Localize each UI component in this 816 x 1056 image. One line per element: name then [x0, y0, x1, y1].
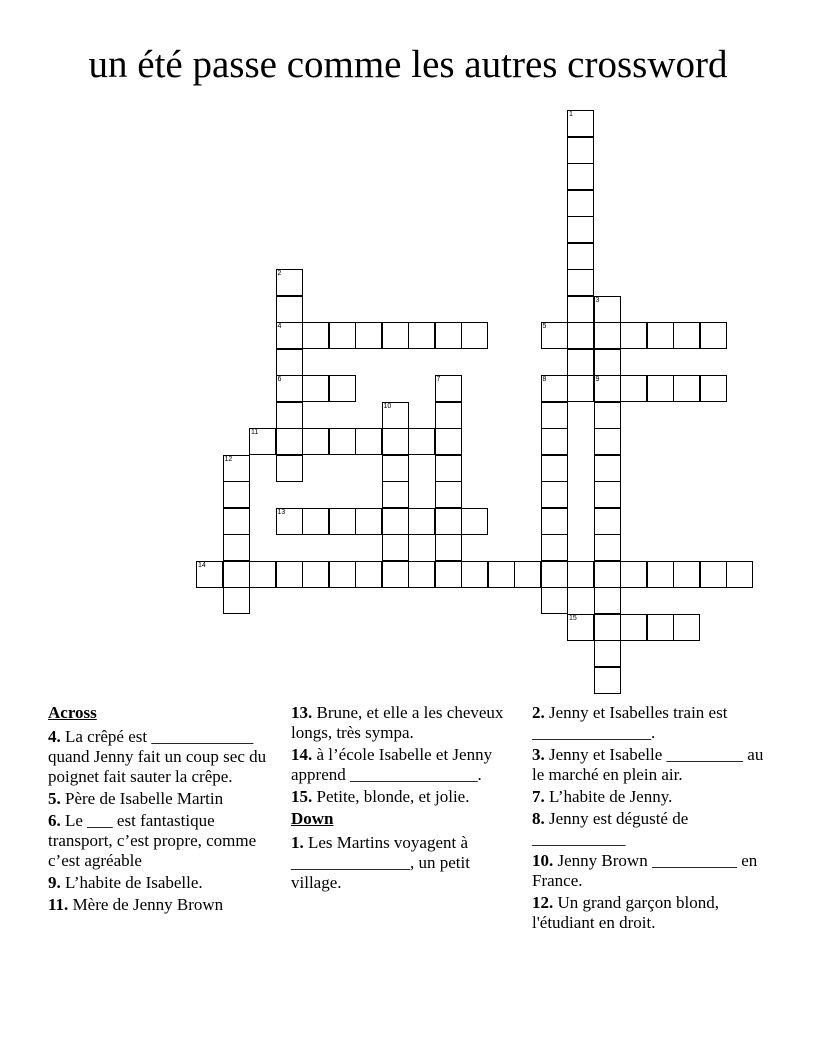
clue-text: Un grand garçon blond, l'étudiant en droit.: [532, 893, 719, 932]
clue-text: Mère de Jenny Brown: [68, 895, 224, 914]
clue-text: Père de Isabelle Martin: [60, 789, 224, 808]
grid-cell[interactable]: [594, 561, 621, 588]
grid-cell[interactable]: [382, 561, 409, 588]
grid-cell[interactable]: [594, 455, 621, 482]
grid-cell[interactable]: [514, 561, 541, 588]
clue-number: 14.: [291, 745, 313, 764]
grid-cell[interactable]: [620, 614, 647, 641]
grid-cell[interactable]: [329, 428, 356, 455]
grid-cell[interactable]: [620, 561, 647, 588]
clue-item: [291, 787, 523, 807]
clue-number: 11: [251, 429, 259, 436]
grid-cell[interactable]: [435, 428, 462, 455]
clue-item: [48, 811, 280, 871]
clue-item: [48, 895, 280, 915]
clue-number: 7.: [532, 787, 545, 806]
grid-cell[interactable]: [594, 375, 621, 402]
clue-number: 12: [224, 455, 233, 463]
clue-item: [532, 851, 764, 891]
grid-cell[interactable]: [541, 375, 568, 402]
grid-cell[interactable]: [673, 322, 700, 349]
grid-cell[interactable]: [700, 561, 727, 588]
clue-item: [48, 873, 280, 893]
clue-number: 4: [277, 323, 282, 330]
grid-cell[interactable]: [223, 587, 250, 614]
grid-cell[interactable]: [435, 375, 462, 402]
grid-cell[interactable]: [594, 322, 621, 349]
clue-item: [532, 893, 764, 933]
grid-cell[interactable]: [276, 349, 303, 376]
grid-cell[interactable]: [435, 561, 462, 588]
grid-cell[interactable]: [567, 296, 594, 323]
clue-item: [532, 787, 764, 807]
clue-item: [291, 703, 523, 743]
grid-cell[interactable]: [700, 375, 727, 402]
clue-number: 15: [569, 614, 577, 622]
grid-cell[interactable]: [435, 508, 462, 535]
grid-cell[interactable]: [408, 561, 435, 588]
grid-cell[interactable]: [276, 402, 303, 429]
grid-cell[interactable]: [700, 322, 727, 349]
grid-cell[interactable]: [223, 481, 250, 508]
grid-cell[interactable]: [541, 322, 568, 349]
clue-item: [291, 745, 523, 785]
grid-cell[interactable]: [673, 614, 700, 641]
clue-item: [532, 703, 764, 743]
grid-cell[interactable]: [620, 322, 647, 349]
clue-text: Jenny Brown __________ en France.: [532, 851, 758, 890]
grid-cell[interactable]: [276, 561, 303, 588]
clue-item: [48, 727, 280, 787]
clue-number: 13.: [291, 703, 313, 722]
clue-text: Brune, et elle a les cheveux longs, très sympa.: [291, 703, 504, 742]
grid-cell[interactable]: [355, 508, 382, 535]
grid-cell[interactable]: [488, 561, 515, 588]
grid-cell[interactable]: [276, 269, 303, 296]
grid-cell[interactable]: [408, 428, 435, 455]
grid-cell[interactable]: [647, 322, 674, 349]
grid-cell[interactable]: [382, 534, 409, 561]
down-heading: Down: [291, 809, 334, 828]
grid-cell[interactable]: [594, 534, 621, 561]
grid-cell[interactable]: [726, 561, 753, 588]
clue-text: Les Martins voyagent à ______________, un petit village.: [291, 833, 470, 892]
clue-column-1: [48, 703, 280, 917]
grid-cell[interactable]: [567, 163, 594, 190]
grid-cell[interactable]: [382, 455, 409, 482]
clue-number: 2: [277, 270, 282, 277]
clue-item: [48, 789, 280, 809]
grid-cell[interactable]: [329, 322, 356, 349]
clue-number: 1: [569, 111, 573, 118]
grid-cell[interactable]: [382, 322, 409, 349]
grid-cell[interactable]: [594, 481, 621, 508]
clue-text: La crêpé est ____________ quand Jenny fait un coup sec du poignet fait sauter la crêpe.: [48, 727, 267, 786]
grid-cell[interactable]: [382, 402, 409, 429]
clue-number: 4.: [48, 727, 61, 746]
grid-cell[interactable]: [382, 481, 409, 508]
grid-cell[interactable]: [594, 508, 621, 535]
grid-cell[interactable]: [276, 296, 303, 323]
grid-cell[interactable]: [302, 508, 329, 535]
grid-cell[interactable]: [435, 402, 462, 429]
grid-cell[interactable]: [541, 402, 568, 429]
grid-cell[interactable]: [329, 375, 356, 402]
grid-cell[interactable]: [594, 587, 621, 614]
grid-cell[interactable]: [329, 561, 356, 588]
grid-cell[interactable]: [541, 508, 568, 535]
grid-cell[interactable]: [276, 375, 303, 402]
grid-cell[interactable]: [567, 110, 594, 137]
grid-cell[interactable]: [223, 534, 250, 561]
grid-cell[interactable]: [276, 322, 303, 349]
grid-cell[interactable]: [594, 296, 621, 323]
clue-number: 5.: [48, 789, 61, 808]
clue-number: 7: [436, 376, 441, 383]
grid-cell[interactable]: [223, 561, 250, 588]
grid-cell[interactable]: [302, 428, 329, 455]
clue-column-3: [532, 703, 764, 935]
grid-cell[interactable]: [647, 375, 674, 402]
grid-cell[interactable]: [461, 508, 488, 535]
grid-cell[interactable]: [408, 322, 435, 349]
grid-cell[interactable]: [329, 508, 356, 535]
clue-text: L’habite de Jenny.: [544, 787, 673, 806]
grid-cell[interactable]: [567, 349, 594, 376]
grid-cell[interactable]: [408, 508, 435, 535]
grid-cell[interactable]: [541, 455, 568, 482]
grid-cell[interactable]: [647, 614, 674, 641]
clue-item: [291, 833, 523, 893]
grid-cell[interactable]: [673, 561, 700, 588]
clue-number: 1.: [291, 833, 304, 852]
grid-cell[interactable]: [567, 216, 594, 243]
grid-cell[interactable]: [355, 428, 382, 455]
clue-number: 3.: [532, 745, 545, 764]
clue-text: L’habite de Isabelle.: [60, 873, 203, 892]
grid-cell[interactable]: [435, 534, 462, 561]
grid-cell[interactable]: [461, 561, 488, 588]
clue-text: à l’école Isabelle et Jenny apprend _______________.: [291, 745, 493, 784]
clue-number: 6: [277, 376, 282, 383]
grid-cell[interactable]: [223, 455, 250, 482]
clue-number: 12.: [532, 893, 554, 912]
grid-cell[interactable]: [461, 322, 488, 349]
clue-number: 14: [198, 561, 206, 569]
grid-cell[interactable]: [541, 561, 568, 588]
grid-cell[interactable]: [594, 614, 621, 641]
grid-cell[interactable]: [541, 534, 568, 561]
grid-cell[interactable]: [541, 428, 568, 455]
grid-cell[interactable]: [276, 508, 303, 535]
grid-cell[interactable]: [302, 561, 329, 588]
grid-cell[interactable]: [594, 640, 621, 667]
grid-cell[interactable]: [594, 428, 621, 455]
grid-cell[interactable]: [567, 190, 594, 217]
grid-cell[interactable]: [594, 667, 621, 694]
grid-cell[interactable]: [302, 322, 329, 349]
grid-cell[interactable]: [223, 508, 250, 535]
grid-cell[interactable]: [673, 375, 700, 402]
clue-text: Petite, blonde, et jolie.: [312, 787, 470, 806]
grid-cell[interactable]: [567, 243, 594, 270]
clue-number: 9.: [48, 873, 61, 892]
clue-number: 15.: [291, 787, 313, 806]
grid-cell[interactable]: [382, 508, 409, 535]
grid-cell[interactable]: [620, 375, 647, 402]
grid-cell[interactable]: [302, 375, 329, 402]
grid-cell[interactable]: [249, 561, 276, 588]
grid-cell[interactable]: [647, 561, 674, 588]
grid-cell[interactable]: [276, 455, 303, 482]
grid-cell[interactable]: [435, 455, 462, 482]
grid-cell[interactable]: [567, 561, 594, 588]
grid-cell[interactable]: [594, 402, 621, 429]
grid-cell[interactable]: [567, 614, 594, 641]
clue-number: 11.: [48, 895, 69, 914]
grid-cell[interactable]: [594, 349, 621, 376]
clue-number: 5: [542, 323, 547, 330]
clue-text: Jenny et Isabelle _________ au le marché en plein air.: [532, 745, 764, 784]
grid-cell[interactable]: [541, 481, 568, 508]
clue-text: Jenny est dégusté de ___________: [532, 809, 689, 848]
clue-column-2: [291, 703, 523, 895]
clue-number: 9: [595, 376, 600, 383]
clue-number: 3: [595, 296, 600, 304]
grid-cell[interactable]: [567, 269, 594, 296]
clue-text: Le ___ est fantastique transport, c’est propre, comme c’est agréable: [48, 811, 257, 870]
grid-cell[interactable]: [567, 322, 594, 349]
grid-cell[interactable]: [435, 481, 462, 508]
clue-item: [532, 809, 764, 849]
grid-cell[interactable]: [249, 428, 276, 455]
clue-number: 2.: [532, 703, 545, 722]
grid-cell[interactable]: [567, 375, 594, 402]
page-title: un été passe comme les autres crossword: [88, 43, 728, 86]
clue-number: 8: [542, 376, 547, 383]
grid-cell[interactable]: [541, 587, 568, 614]
grid-cell[interactable]: [382, 428, 409, 455]
grid-cell[interactable]: [567, 137, 594, 164]
grid-cell[interactable]: [196, 561, 223, 588]
clue-text: Jenny et Isabelles train est ______________.: [532, 703, 728, 742]
grid-cell[interactable]: [355, 561, 382, 588]
grid-cell[interactable]: [355, 322, 382, 349]
clue-item: [532, 745, 764, 785]
clue-number: 6.: [48, 811, 61, 830]
grid-cell[interactable]: [276, 428, 303, 455]
across-heading: Across: [48, 703, 97, 722]
clue-number: 8.: [532, 809, 545, 828]
grid-cell[interactable]: [435, 322, 462, 349]
clue-number: 10: [383, 402, 392, 410]
clue-number: 13: [277, 508, 286, 516]
clue-number: 10.: [532, 851, 554, 870]
